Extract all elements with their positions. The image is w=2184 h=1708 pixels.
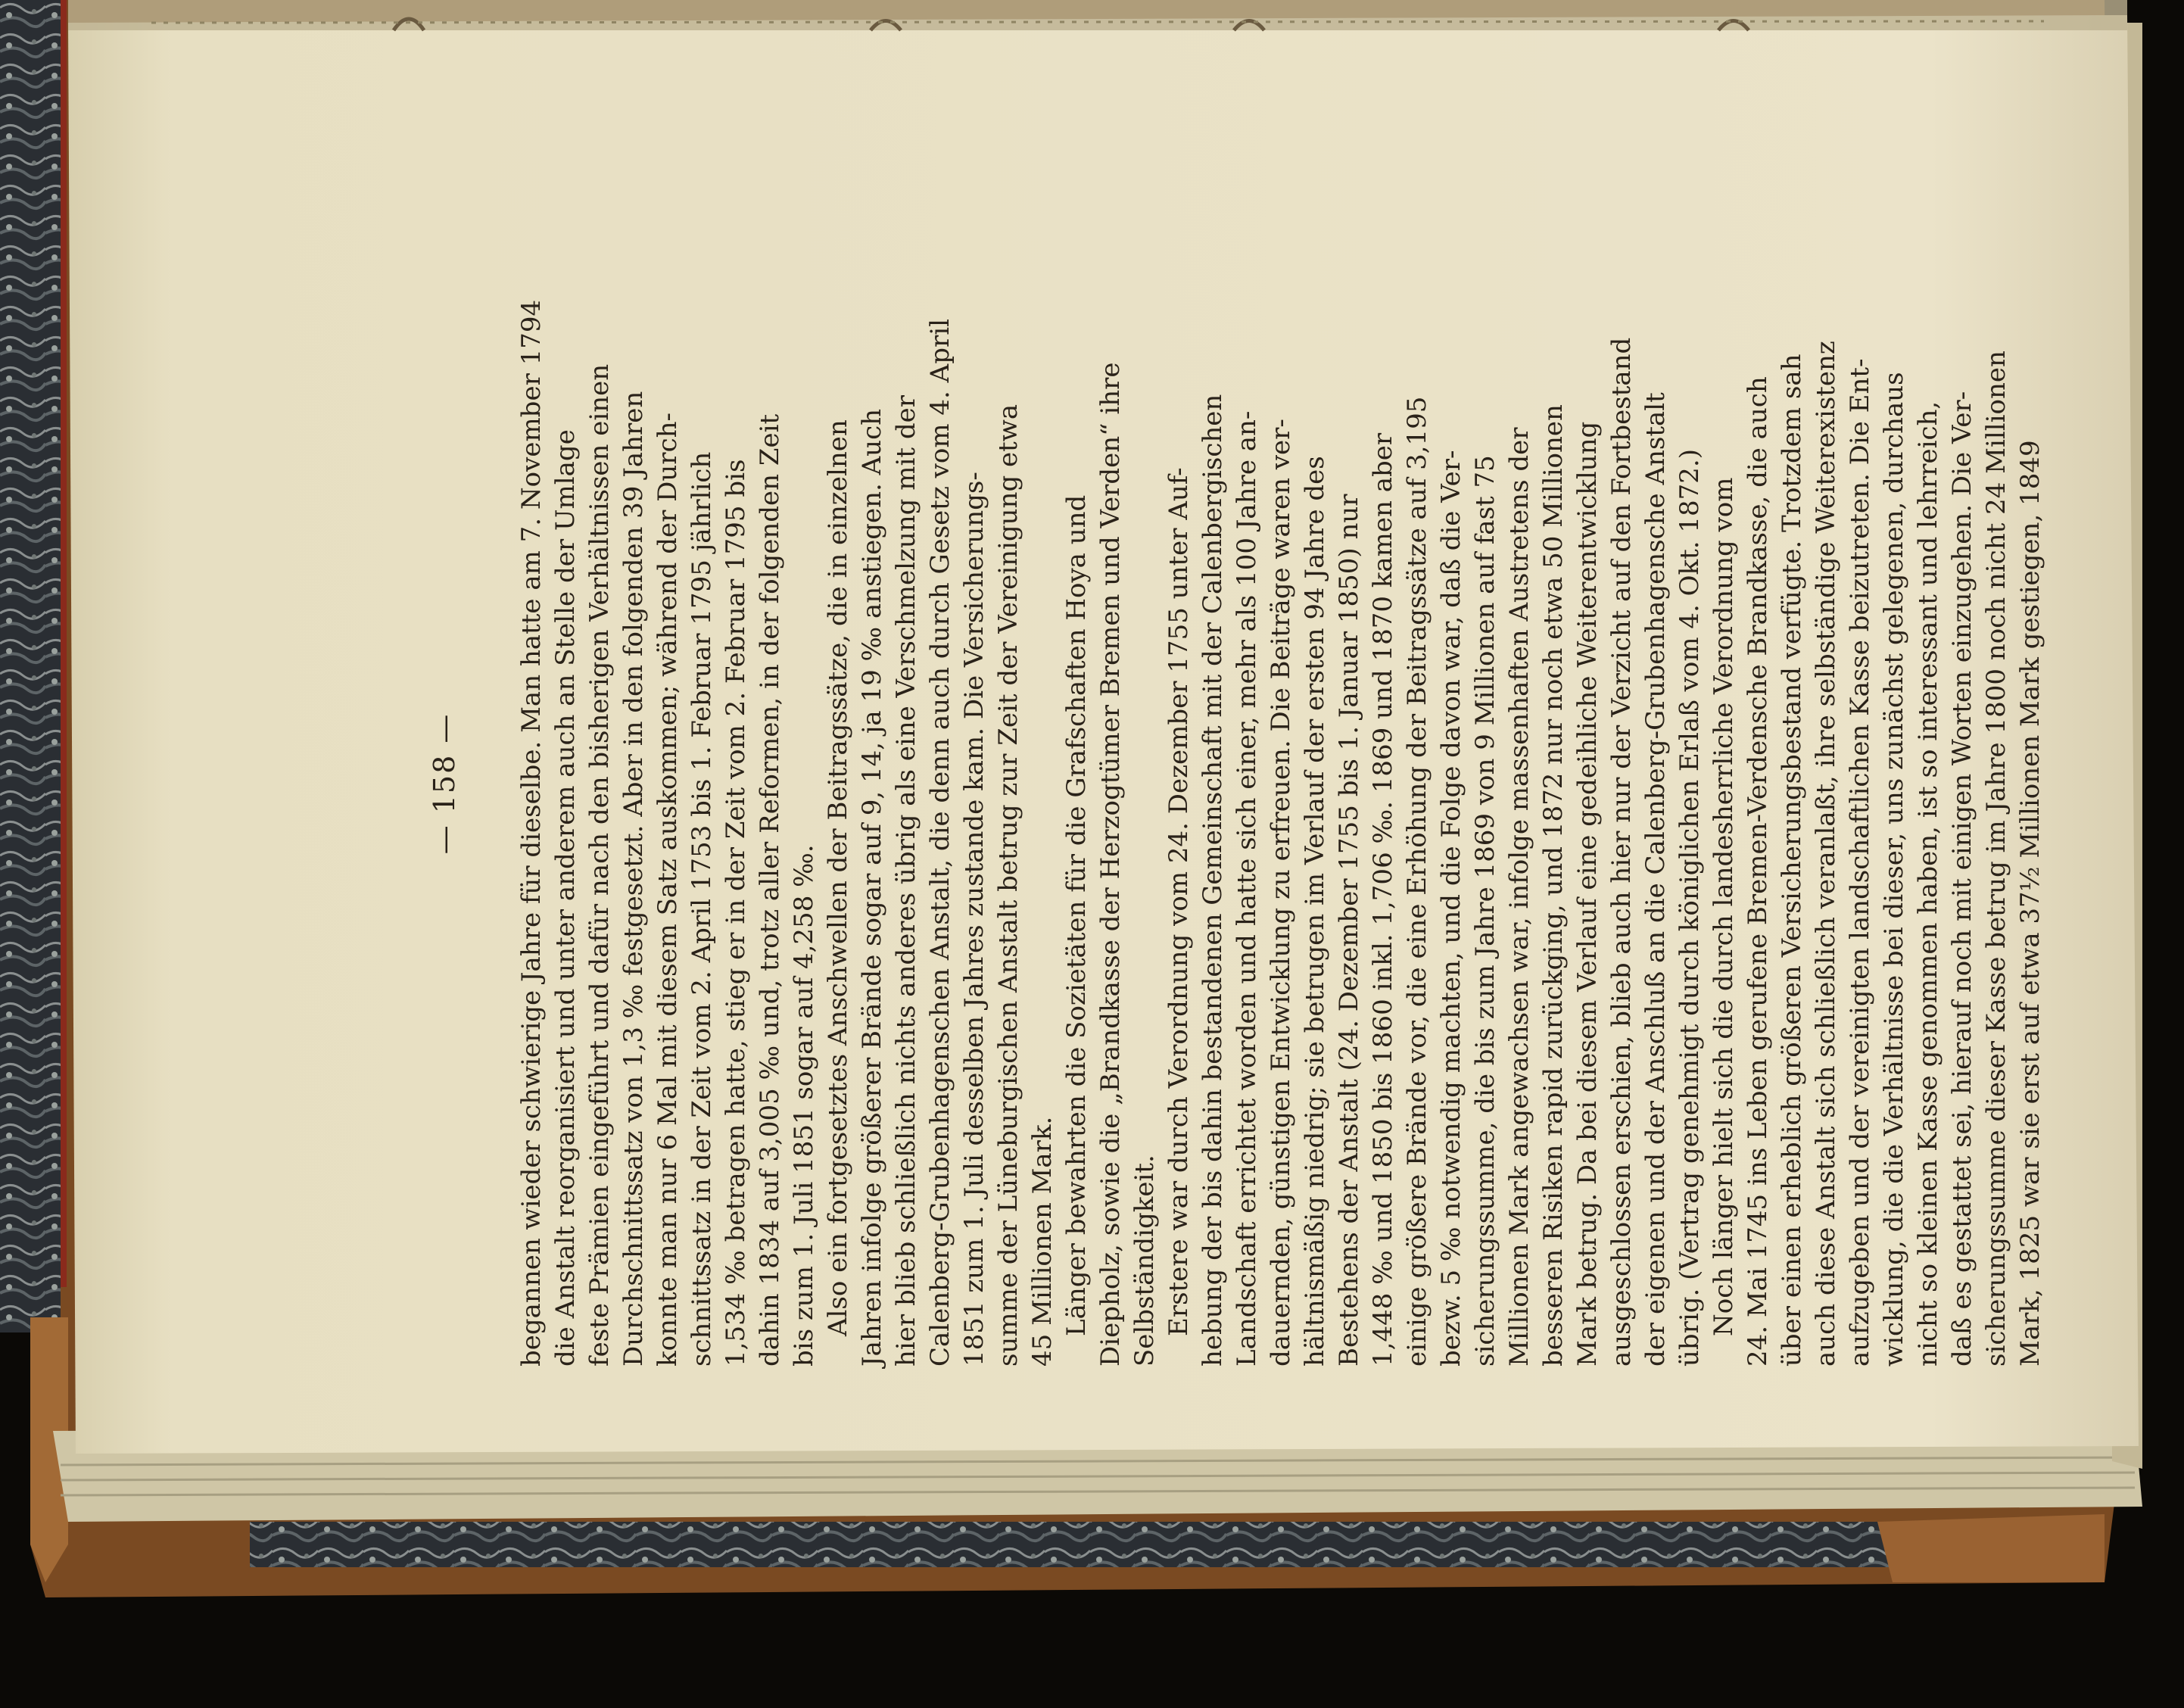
text-line: Bestehens der Anstalt (24. Dezember 1755 bis 1. Januar 1850) nur [1334,494,1364,1367]
text-line: übrig. (Vertrag genehmigt durch königlichen Erlaß vom 4. Okt. 1872.) [1675,449,1705,1367]
text-line: schnittssatz in der Zeit vom 2. April 1753 bis 1. Februar 1795 jährlich [687,451,717,1367]
text-line: der eigenen und der Anschluß an die Calenberg-Grubenhagensche Anstalt [1640,392,1671,1367]
text-line: daß es gestattet sei, hierauf noch mit einigen Worten einzugehen. Die Ver- [1947,391,1977,1367]
text-line: einige größere Brände vor, die eine Erhöhung der Beitragssätze auf 3,195 [1402,396,1432,1367]
text-line: Länger bewahrten die Sozietäten für die Grafschaften Hoya und [1061,494,1092,1336]
text-line: hier blieb schließlich nichts anderes übrig als eine Verschmelzung mit der [891,395,921,1367]
text-line: dauernden, günstigen Entwicklung zu erfreuen. Die Beiträge waren ver- [1266,419,1296,1367]
text-line: wicklung, die die Verhältnisse bei dieser, uns zunächst gelegenen, durchaus [1879,372,1909,1367]
text-line: Durchschnittssatz von 1,3 ‰ festgesetzt. Aber in den folgenden 39 Jahren [618,391,649,1367]
text-line: konnte man nur 6 Mal mit diesem Satz auskommen; während der Durch- [653,413,683,1367]
text-line: Noch länger hielt sich die durch landesherrliche Verordnung vom [1709,477,1739,1336]
rotated-page-text [413,201,2045,1367]
text-line: Mark, 1825 war sie erst auf etwa 37½ Millionen Mark gestiegen, 1849 [2015,440,2045,1367]
text-line: Also ein fortgesetztes Anschwellen der Beitragssätze, die in einzelnen [823,419,853,1336]
text-line: aufzugeben und der vereinigten landschaftlichen Kasse beizutreten. Die Ent- [1845,358,1875,1367]
text-line: Calenberg-Grubenhagenschen Anstalt, die denn auch durch Gesetz vom 4. April [925,319,955,1367]
text-line: besseren Risiken rapid zurückging, und 1872 nur noch etwa 50 Millionen [1538,404,1569,1367]
text-line: Diepholz, sowie die „Brandkasse der Herzogtümer Bremen und Verden“ ihre [1095,362,1126,1367]
text-line: über einen erheblich größeren Versicherungsbestand verfügte. Trotzdem sah [1777,354,1807,1367]
text-line: hältnismäßig niedrig; sie betrugen im Verlauf der ersten 94 Jahre des [1300,456,1330,1367]
text-line: hebung der bis dahin bestandenen Gemeinschaft mit der Calenbergischen [1198,394,1228,1367]
text-line: bezw. 5 ‰ notwendig machten, und die Folge davon war, daß die Ver- [1436,450,1466,1367]
page-number: — 158 — [428,712,461,855]
text-line: Erstere war durch Verordnung vom 24. Dezember 1755 unter Auf- [1164,467,1194,1336]
text-line: begannen wieder schwierige Jahre für dieselbe. Man hatte am 7. November 1794 [516,299,547,1367]
text-line: bis zum 1. Juli 1851 sogar auf 4,258 ‰. [789,844,819,1367]
text-line: Landschaft errichtet worden und hatte sich einer, mehr als 100 Jahre an- [1232,410,1262,1367]
text-line: sicherungssumme, die bis zum Jahre 1869 von 9 Millionen auf fast 75 [1470,455,1500,1367]
text-line: Mark betrug. Da bei diesem Verlauf eine gedeihliche Weiterentwicklung [1572,421,1603,1367]
text-line: feste Prämien eingeführt und dafür nach den bisherigen Verhältnissen einen [584,363,615,1367]
text-line: 1,534 ‰ betragen hatte, stieg er in der Zeit vom 2. Februar 1795 bis [721,459,751,1367]
text-line: summe der Lüneburgischen Anstalt betrug zur Zeit der Vereinigung etwa [993,404,1023,1367]
text-line: 45 Millionen Mark. [1027,1116,1058,1367]
text-line: 1851 zum 1. Juli desselben Jahres zustande kam. Die Versicherungs- [959,472,989,1367]
text-line: Jahren infolge größerer Brände sogar auf 9, 14, ja 19 ‰ anstiegen. Auch [857,408,887,1367]
text-line: die Anstalt reorganisiert und unter anderem auch an Stelle der Umlage [550,429,581,1367]
text-line: auch diese Anstalt sich schließlich veranlaßt, ihre selbständige Weiterexistenz [1811,341,1841,1367]
text-line: 24. Mai 1745 ins Leben gerufene Bremen-Verdensche Brandkasse, die auch [1743,376,1773,1367]
text-line: Millionen Mark angewachsen war, infolge massenhaften Austretens der [1504,427,1534,1367]
text-line: 1,448 ‰ und 1850 bis 1860 inkl. 1,706 ‰. 1869 und 1870 kamen aber [1368,432,1398,1367]
text-line: ausgeschlossen erschien, blieb auch hier nur der Verzicht auf den Fortbestand [1606,337,1637,1367]
text-line: nicht so kleinen Kasse genommen haben, ist so interessant und lehrreich, [1913,401,1943,1367]
text-line: Selbständigkeit. [1129,1155,1160,1367]
text-line: dahin 1834 auf 3,005 ‰ und, trotz aller Reformen, in der folgenden Zeit [755,413,785,1367]
text-line: sicherungssumme dieser Kasse betrug im Jahre 1800 noch nicht 24 Millionen [1981,351,2011,1367]
